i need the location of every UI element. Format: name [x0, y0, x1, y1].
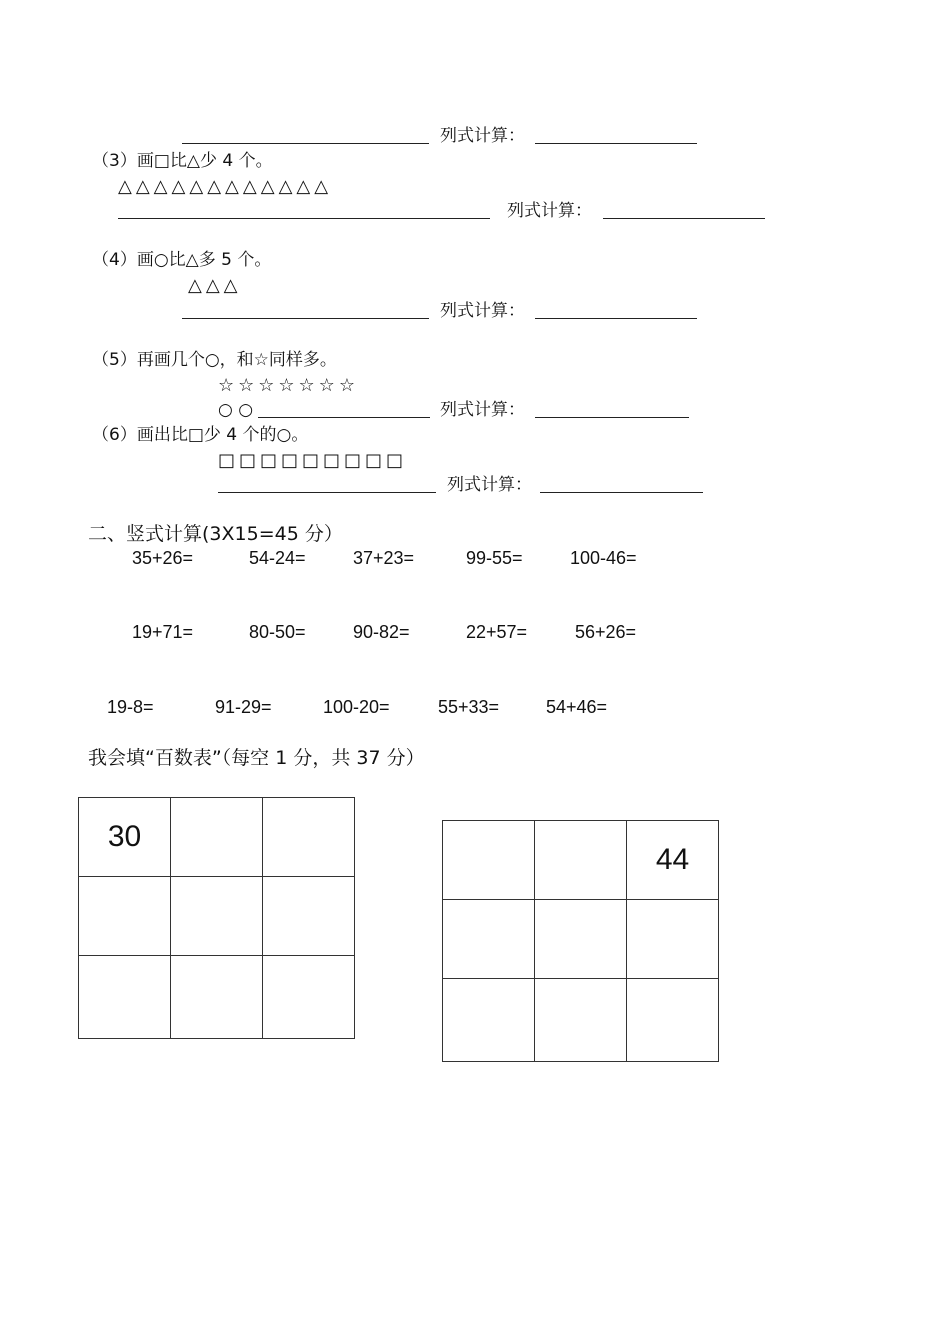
- grid-cell[interactable]: [535, 979, 627, 1062]
- equation: 55+33=: [438, 697, 500, 717]
- grid-cell[interactable]: [443, 821, 535, 900]
- calc-line[interactable]: [603, 218, 765, 219]
- grid-cell[interactable]: [263, 877, 355, 956]
- grid-cell[interactable]: [443, 979, 535, 1062]
- problem-3-triangles: △△△△△△△△△△△△: [118, 176, 333, 197]
- grid-cell[interactable]: [171, 956, 263, 1039]
- calc-line[interactable]: [535, 417, 689, 418]
- calc-label: 列式计算：: [440, 301, 525, 321]
- answer-line[interactable]: [182, 143, 429, 144]
- grid-cell[interactable]: [627, 979, 719, 1062]
- calc-line[interactable]: [540, 492, 703, 493]
- problem-4-triangles: △△△: [188, 275, 242, 296]
- equation: 100-20=: [323, 697, 390, 717]
- grid-cell[interactable]: [263, 956, 355, 1039]
- grid-cell[interactable]: [263, 798, 355, 877]
- equation: 19+71=: [132, 622, 194, 642]
- equation: 54-24=: [249, 548, 306, 568]
- problem-4-text: （4）画○比△多 5 个。: [92, 250, 272, 270]
- equation: 99-55=: [466, 548, 523, 568]
- calc-label: 列式计算：: [507, 201, 592, 221]
- section-2-title: 二、竖式计算(3X15=45 分）: [88, 523, 343, 545]
- calc-line[interactable]: [535, 318, 697, 319]
- calc-label: 列式计算：: [447, 475, 532, 495]
- grid-cell[interactable]: [79, 877, 171, 956]
- equation: 37+23=: [353, 548, 415, 568]
- calc-label: 列式计算：: [440, 400, 525, 420]
- answer-line[interactable]: [218, 492, 436, 493]
- problem-6-squares: □□□□□□□□□: [218, 450, 408, 471]
- equation: 56+26=: [575, 622, 637, 642]
- grid-cell[interactable]: [627, 900, 719, 979]
- grid-cell[interactable]: [79, 956, 171, 1039]
- grid-cell[interactable]: [535, 900, 627, 979]
- grid-cell[interactable]: [171, 798, 263, 877]
- equation: 100-46=: [570, 548, 637, 568]
- equation: 91-29=: [215, 697, 272, 717]
- problem-5-text: （5）再画几个○，和☆同样多。: [92, 350, 337, 370]
- answer-line[interactable]: [182, 318, 429, 319]
- equation: 35+26=: [132, 548, 194, 568]
- grid-cell[interactable]: [443, 900, 535, 979]
- hundred-chart-grid-1: [78, 797, 355, 1039]
- grid-cell[interactable]: 30: [79, 798, 171, 877]
- section-3-title: 我会填“百数表”（每空 1 分，共 37 分）: [88, 747, 425, 769]
- problem-5-stars: ☆☆☆☆☆☆☆: [218, 375, 359, 396]
- answer-line[interactable]: [118, 218, 490, 219]
- problem-6-text: （6）画出比□少 4 个的○。: [92, 425, 309, 445]
- calc-line[interactable]: [535, 143, 697, 144]
- equation: 22+57=: [466, 622, 528, 642]
- equation: 54+46=: [546, 697, 608, 717]
- grid-cell[interactable]: 44: [627, 821, 719, 900]
- hundred-chart-grid-2: [442, 820, 719, 1062]
- grid-cell[interactable]: [171, 877, 263, 956]
- problem-3-text: （3）画□比△少 4 个。: [92, 151, 273, 171]
- answer-line[interactable]: [258, 417, 430, 418]
- equation: 80-50=: [249, 622, 306, 642]
- grid-cell[interactable]: [535, 821, 627, 900]
- equation: 90-82=: [353, 622, 410, 642]
- equation: 19-8=: [107, 697, 154, 717]
- problem-5-circles: ○ ○: [218, 400, 254, 420]
- calc-label: 列式计算：: [440, 126, 525, 146]
